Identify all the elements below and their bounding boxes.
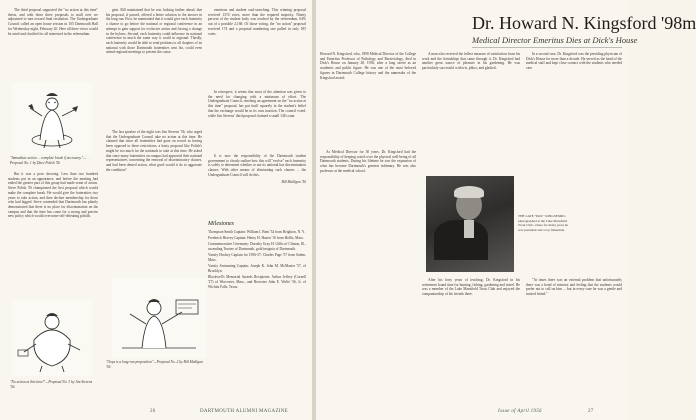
article-title: Dr. Howard N. Kingsford '98m xyxy=(472,13,696,33)
body-text: The third proposal supported the "no action at this time" thesis, and with these three proposals to mull over we adjourned to turn toward final resolution. The Undergraduate Council called an open house session in 105 Dartmouth Hall for Wednesday night, February 20. Here all three views would be aired and clarified for all interested in the referendum. xyxy=(8,8,98,36)
cartoon-mulligan xyxy=(112,278,206,358)
cartoon-caption-1: "Immediate action ... complete break if necessary."—Proposal No. 1 by Dave Polish '56 xyxy=(10,156,87,165)
left-col2-bottom xyxy=(106,130,202,270)
page-number-right: 27 xyxy=(588,409,594,414)
right-col2-bottom xyxy=(422,278,520,404)
photo-shirt xyxy=(464,220,474,238)
left-col2-top xyxy=(106,8,202,128)
body-text: As Medical Director for 30 years, Dr. Kingsford had the responsibility of keeping watch over the physical well-being of all Dartmouth students. During his lifetime he saw the expansion of what has become Dartmouth's greatest infirmary. He was also professor at the medical school. xyxy=(320,150,416,173)
milestones-section xyxy=(208,218,306,404)
footer-right: Issue of April 1956 xyxy=(498,409,542,414)
milestone-item: Thompson Smith Captain: William I. Bent '34 from Brighton, N. Y. xyxy=(208,230,305,234)
milestones-list xyxy=(208,230,306,289)
body-text: It is now the responsibility of the Dartmouth student government to clearly outline how this will "evolve" each fraternity is solely to determine whether or not its national has discrimination clauses. With other means of eliminating such clauses ... the Undergraduate Council will do this. xyxy=(208,154,306,177)
right-col3-top xyxy=(526,52,622,212)
left-col1-bottom xyxy=(8,172,98,294)
milestones-heading: Milestones xyxy=(208,221,234,227)
photo-coat xyxy=(434,220,488,260)
right-col3-bottom xyxy=(526,278,622,404)
left-col1-top xyxy=(8,8,98,80)
photo-caption: THE LATE "DOC" KINGSFORD, photographed at the Lake Mansfield Trout Club, where for many years he was president and a top fisherman. xyxy=(518,214,569,232)
milestone-item: Commemorative Ceremony: Dorothy Gray H. Gillis of Clinton, Ill., ascending Trustee of Dartmouth, gold insignia of Dartmouth. xyxy=(208,242,306,252)
milestone-item: Varsity Hockey Captain for 1956-57: Charles Page '57 from Salem, Mass. xyxy=(208,253,306,263)
milestone-item: Blackwell's Memorial Awards Recipients: Arthur Jeffrey (Cornell '27) of Worcester, Mass., and Brewster John E. Wolfe '36, Jr. of Wichita Falls, Texas. xyxy=(208,275,306,289)
left-col3-top xyxy=(208,8,306,88)
title-rule xyxy=(472,47,622,48)
footer-left: DARTMOUTH ALUMNI MAGAZINE xyxy=(200,409,289,414)
body-text: "At times there was an external problem that unfortunately there was a bond of mistrust and feeling that the students would prefer not to call on him ... but in every case he was a gentle and trusted friend." xyxy=(526,278,622,297)
cartoon-polish xyxy=(12,82,92,154)
left-col3-bottom xyxy=(208,154,306,214)
body-text: The last speaker of the night was Jim Stevens '56, who urged that the Undergraduate Council take no action at this time. He claimed that since all fraternities had gone on record as having been opposed to these restrictions, a hasty proposal like Polish's might be too much for the nationals to take at this time. He asked that since many fraternities on campus had approved their national representatives concerning the removal of discriminatory clauses, and had been denied action, what good would it do to aggravate the condition? xyxy=(106,130,202,172)
body-text: gent. Bill maintained that he was looking farther ahead, that his proposal, if passed, offered a better solution to the answer in the long run. First, he maintained that it would give each fraternity a chance to go before the national or regional conference in an attempt to gain support for exclusive action and forcing a change in the bylaws. Second, each fraternity could influence its national conference in much the same way it could in regional. Thirdly, each fraternity would be able to send petitions to all chapters of its national with those Dartmouth fraternities sent list, could even attend regional meetings to present the cause. xyxy=(106,8,202,55)
cartoon-caption-2: "Oops is a long-run proposition"—Proposal No. 2 by Bill Mulligan '56 xyxy=(106,360,203,369)
body-text: A man who received the fullest measure of satisfaction from his work and the friendships that came through it, Dr. Kingsford had another great source of pleasure in his gardening. He was particularly successful with iris, phlox, and gladioli. xyxy=(422,52,520,71)
left-page xyxy=(0,0,312,420)
portrait-photo xyxy=(426,176,514,272)
left-col3-mid xyxy=(208,90,306,152)
body-text: In a second case, Dr. Kingsford was the presiding physician of Dick's House for more than a decade. He served as the head of the medical staff and kept close contact with the students who needed care. xyxy=(526,52,622,71)
cartoon-stevens xyxy=(12,300,92,376)
body-text: emotions and student soul-searching. This winning proposal received 1374 votes, more than the required majority. Ninety percent of the student body was reached by the referendum, 64% out of a possible 2,168. Of those voting, the "no action" proposal received 174 and a proposal numbering one pulled in only 185 votes. xyxy=(208,8,306,36)
milestone-item: Varsity Swimming Captain: Joseph K. John M. McMaster '57, of Brooklyn. xyxy=(208,264,306,273)
right-col1-body xyxy=(320,150,416,404)
cartoon-caption-3: "No action at this time!"—Proposal No. 3 by Jim Stevens '56. xyxy=(10,380,93,389)
milestone-item: Frederick Hervey Captain: Henry H. Hazen '16 from Hollis, Mass. xyxy=(208,236,304,241)
body-text: In retrospect, it seems that most of the attention was given to the need for changing with a minimum of effort. The Undergraduate Council, reaching an agreement on the "no action at this time" proposal, has put itself squarely in the student's belief that the exchange would be in its own inaction. The council voted, while Jim Stevens' third proposal claimed a small 148 count. xyxy=(208,90,306,118)
body-text: After his forty years of teaching, Dr. Kingsford in his retirement found time for hunting, fishing, gardening and travel. He was a member of the Lake Mansfield Trout Club and enjoyed the companionship of his friends there. xyxy=(422,278,520,297)
right-col2-top xyxy=(422,52,520,172)
photo-hair xyxy=(454,186,484,198)
article-subtitle: Medical Director Emeritus Dies at Dick's House xyxy=(472,35,638,45)
body-text: Howard N. Kingsford, who, 1898 Medical Director of the College and Emeritus Professor of Pathology and Bacteriology, died in Dick's House on January 28, 1956, after a long career as an academic and public figure. He was one of the most beloved figures in Dartmouth College history and the namesake of the Kingsford award. xyxy=(320,52,416,80)
byline: Bill Mulligan '56 xyxy=(281,179,306,184)
body-text: But it was a poor showing. Less than two hundred students put in an appearance, and before the meeting had ended the greater part of this group had made some of action. Steve Polish '56 championed the first proposal which would make the complete break. He would give the fraternities two years to take action, and then declare membership for those who had lagged. Steve contended that Dartmouth has plainly demonstrated that there is no place for discrimination on the campus and that the time has come for a strong and precise new policy which would overcome self-defeating pitfalls. xyxy=(8,172,98,219)
right-col1-lead xyxy=(320,52,416,148)
page-number-left: 26 xyxy=(150,409,156,414)
